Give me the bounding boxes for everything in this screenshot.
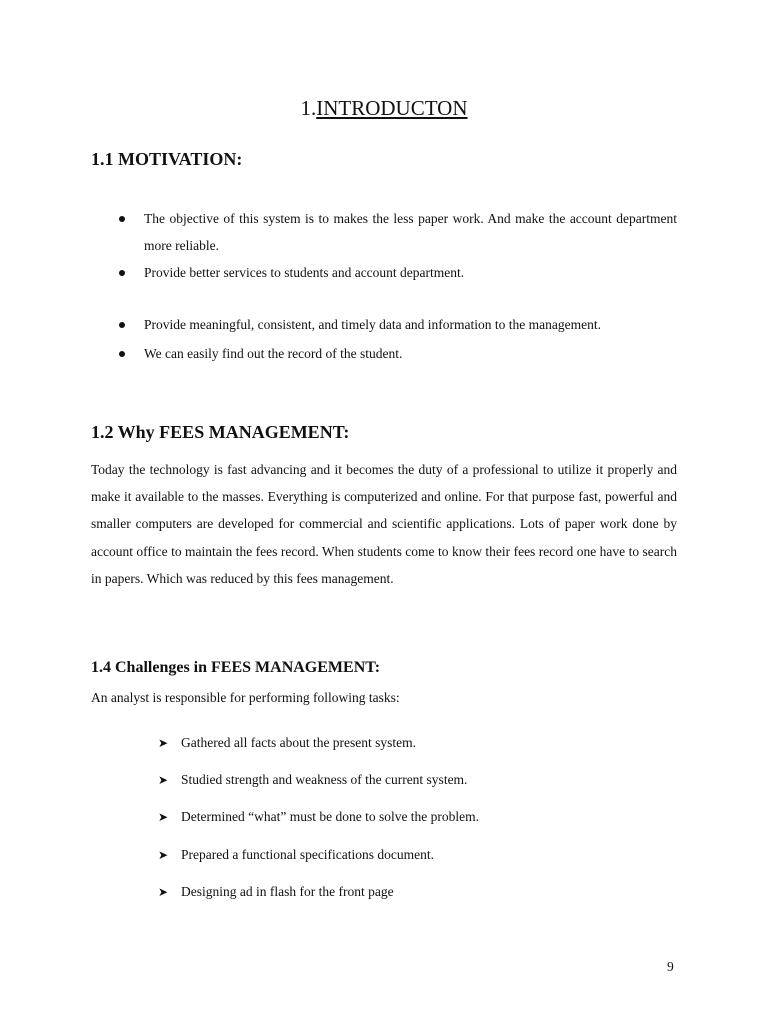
arrow-bullet-icon: ➤ [158, 736, 169, 750]
list-item-text: Provide meaningful, consistent, and timely data and information to the management. [144, 317, 602, 332]
page-title [0, 94, 768, 122]
list-item [115, 259, 677, 286]
list-item-text: Prepared a functional specifications document. [181, 846, 435, 862]
arrow-bullet-icon: ➤ [158, 847, 169, 862]
bullet-icon [119, 351, 125, 357]
arrow-bullet-icon: ➤ [158, 810, 169, 825]
list-item [115, 205, 677, 259]
list-item-text: Gathered all facts about the present system. [181, 735, 417, 750]
list-item [115, 339, 677, 368]
list-item [115, 310, 677, 339]
bullet-icon [119, 270, 125, 276]
page-number: 9 [667, 959, 674, 974]
list-item-text: Designing ad in flash for the front page [181, 883, 394, 899]
motivation-heading: 1.1 MOTIVATION: [91, 149, 243, 169]
challenges-intro: An analyst is responsible for performing following tasks: [91, 690, 400, 705]
list-item-text: The objective of this system is to makes the less paper work. And make the account department more reliable. [144, 211, 677, 253]
list-item [158, 880, 479, 917]
list-item [158, 731, 479, 768]
arrow-bullet-icon: ➤ [158, 884, 169, 899]
list-item [158, 768, 479, 805]
bullet-icon [119, 216, 125, 222]
task-list [158, 731, 479, 917]
title-main: INTRODUCTON [316, 96, 468, 120]
list-item [158, 805, 479, 842]
arrow-bullet-icon: ➤ [158, 773, 169, 788]
list-item-text: Determined “what” must be done to solve the problem. [181, 809, 480, 825]
why-paragraph: Today the technology is fast advancing and it becomes the duty of a professional to utilize it properly and make it available to the masses. Everything is computerized and online. For that purpose fast, powerful and smaller computers are developed for commercial and scientific applications. Lots of paper work done by account office to maintain the fees record. When students come to know their fees record one have to search in papers. Which was reduced by this fees management. [91, 462, 677, 586]
list-item-text: Provide better services to students and account department. [144, 265, 465, 280]
list-item-text: Studied strength and weakness of the current system. [181, 772, 468, 788]
motivation-list-2 [115, 310, 677, 368]
list-item-text: We can easily find out the record of the student. [144, 346, 403, 361]
challenges-heading: 1.4 Challenges in FEES MANAGEMENT: [91, 659, 381, 676]
motivation-list-1 [115, 205, 677, 286]
title-prefix: 1. [300, 96, 317, 120]
why-heading: 1.2 Why FEES MANAGEMENT: [91, 422, 350, 442]
list-item [158, 843, 479, 880]
bullet-icon [119, 322, 125, 328]
